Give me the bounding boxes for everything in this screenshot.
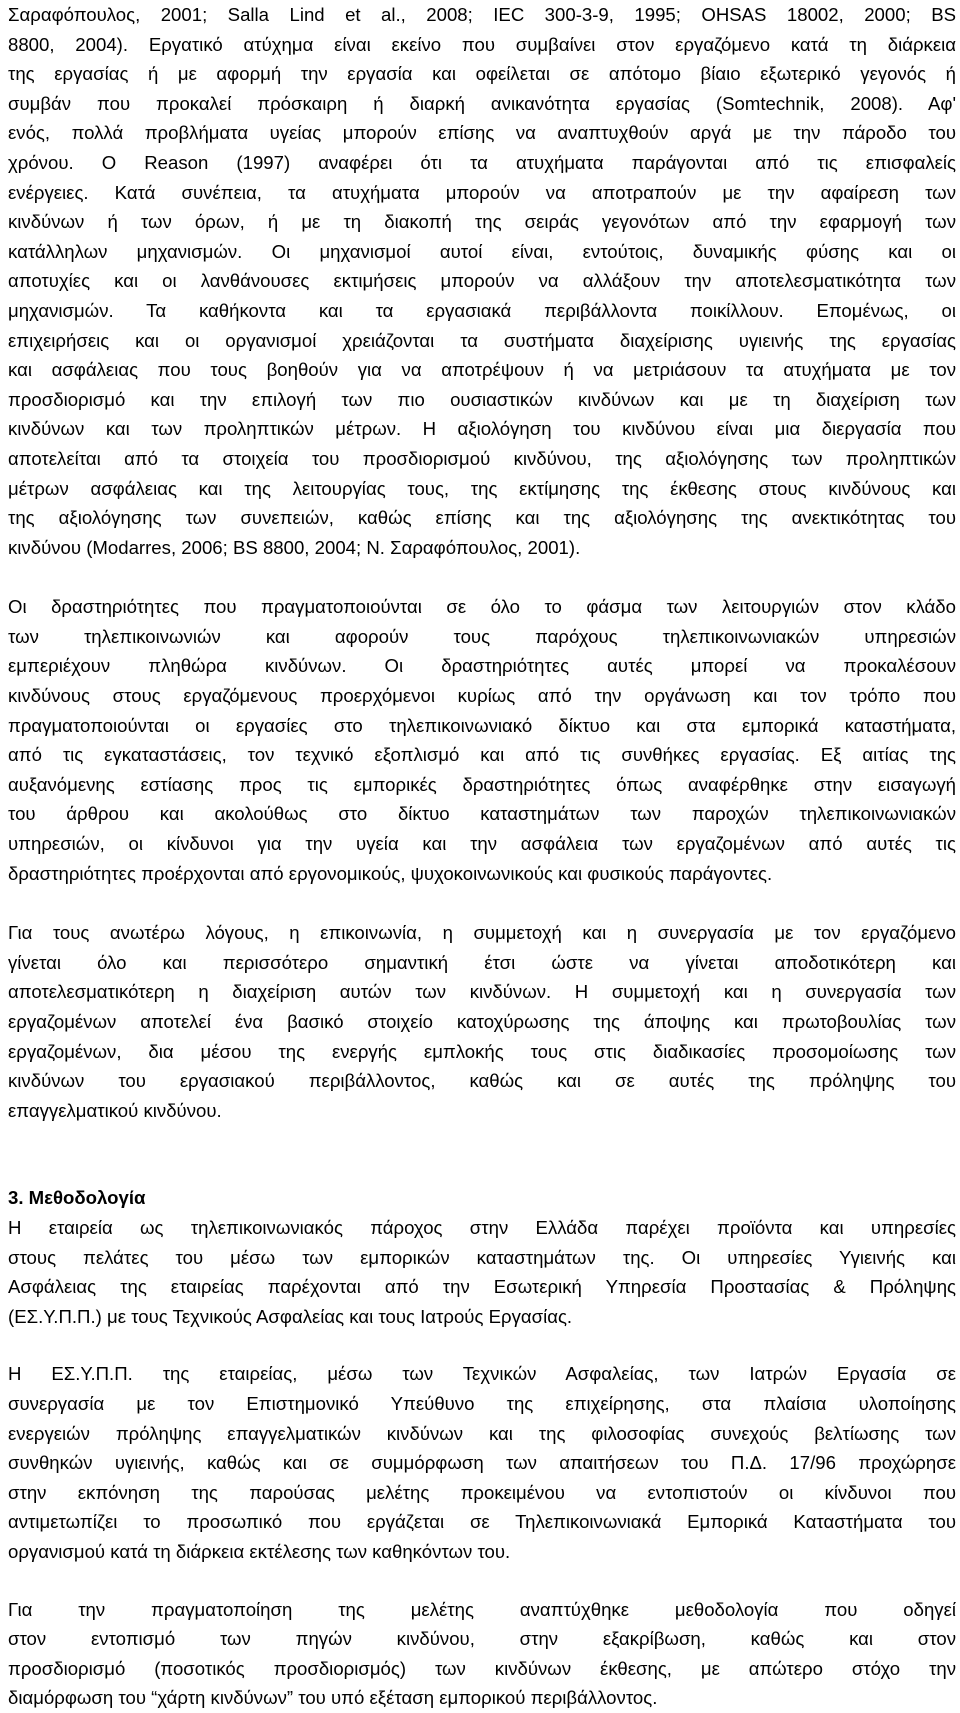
paragraph-worker-participation xyxy=(8,918,956,1125)
paragraph-study-purpose xyxy=(8,1359,956,1566)
text-line: αποτελεσματικότερη η διαχείριση αυτών των κινδύνων. Η συμμετοχή και η συνεργασία των xyxy=(8,981,956,1003)
text-line: στην εκπόνηση της παρούσας μελέτης προκειμένου να εντοπιστούν οι κίνδυνοι που xyxy=(8,1481,956,1503)
text-line: χρόνου. Ο Reason (1997) αναφέρει ότι τα ατυχήματα παράγονται από τις επισφαλείς xyxy=(8,151,956,173)
text-line: ενέργειες. Κατά συνέπεια, τα ατυχήματα μπορούν να αποτραπούν με την αφαίρεση των xyxy=(8,181,956,203)
paragraph-spacer xyxy=(8,562,956,592)
text-line: στον εντοπισμό των πηγών κινδύνου, στην εξακρίβωση, καθώς και στον xyxy=(8,1628,956,1650)
text-line: μηχανισμών. Τα καθήκοντα και τα εργασιακά περιβάλλοντα ποικίλλουν. Επομένως, οι xyxy=(8,299,956,321)
text-line: Η ΕΣ.Υ.Π.Π. της εταιρείας, μέσω των Τεχνικών Ασφαλείας, των Ιατρών Εργασία σε xyxy=(8,1363,956,1385)
paragraph-telecom-activities xyxy=(8,592,956,888)
text-line: αποτυχίες και οι λανθάνουσες εκτιμήσεις μπορούν να αλλάξουν την αποτελεσματικότητα των xyxy=(8,270,956,292)
text-line: κινδύνων και των προληπτικών μέτρων. Η αξιολόγηση του κινδύνου είναι μια διεργασία που xyxy=(8,418,956,440)
paragraph-company-services xyxy=(8,1213,956,1331)
text-line: Σαραφόπουλος, 2001; Salla Lind et al., 2008; IEC 300-3-9, 1995; OHSAS 18002, 2000; BS xyxy=(8,4,956,25)
text-line: Για τους ανωτέρω λόγους, η επικοινωνία, η συμμετοχή και η συνεργασία με τον εργαζόμενο xyxy=(8,922,956,944)
text-line: εργαζομένων αποτελεί ένα βασικό στοιχείο κατοχύρωσης της άποψης και πρωτοβουλίας των xyxy=(8,1011,956,1032)
paragraph-spacer xyxy=(8,1331,956,1359)
text-line: της εργασίας ή με αφορμή την εργασία και οφείλεται σε απότομο βίαιο εξωτερικό γεγονός ή xyxy=(8,63,956,85)
text-line: εργαζομένων, δια μέσου της ενεργής εμπλοκής τους στις διαδικασίες προσομοίωσης των xyxy=(8,1040,956,1062)
text-line: (ΕΣ.Υ.Π.Π.) με τους Τεχνικούς Ασφαλείας και τους Ιατρούς Εργασίας. xyxy=(8,1305,573,1327)
text-line: από τις εγκαταστάσεις, τον τεχνικό εξοπλισμό και από τις συνθήκες εργασίας. Εξ αιτίας της xyxy=(8,744,956,766)
text-line: Η εταιρεία ως τηλεπικοινωνιακός πάροχος στην Ελλάδα παρέχει προϊόντα και υπηρεσίες xyxy=(8,1216,956,1238)
text-line: μέτρων ασφάλειας και της λειτουργίας τους, της εκτίμησης της έκθεσης στους κινδύνους και xyxy=(8,477,956,499)
text-line: διαμόρφωση του “χάρτη κινδύνων” του υπό εξέταση εμπορικού περιβάλλοντος. xyxy=(8,1687,658,1709)
text-line: συμβάν που προκαλεί πρόσκαιρη ή διαρκή ανικανότητα εργασίας (Somtechnik, 2008). Αφ' xyxy=(8,92,956,114)
text-line: του άρθρου και ακολούθως στο δίκτυο καταστημάτων των παροχών τηλεπικοινωνιακών xyxy=(8,803,956,825)
text-line: επιχειρήσεις και οι οργανισμοί χρειάζονται τα συστήματα διαχείρισης υγιεινής της εργασίας xyxy=(8,329,956,351)
text-line: προσδιορισμό (ποσοτικός προσδιορισμός) των κινδύνων έκθεσης, με απώτερο στόχο την xyxy=(8,1657,956,1679)
text-line: της αξιολόγησης των συνεπειών, καθώς επίσης και της αξιολόγησης της ανεκτικότητας του xyxy=(8,507,956,529)
text-line: των τηλεπικοινωνιών και αφορούν τους παρόχους τηλεπικοινωνιακών υπηρεσιών xyxy=(8,625,956,647)
paragraph-accidents-intro xyxy=(8,0,956,562)
paragraph-methodology xyxy=(8,1595,956,1713)
text-line: ενεργειών πρόληψης επαγγελματικών κινδύνων και της φιλοσοφίας συνεχούς βελτίωσης των xyxy=(8,1422,956,1444)
paragraph-spacer xyxy=(8,888,956,918)
text-line: υπηρεσιών, οι κίνδυνοι για την υγεία και την ασφάλεια των εργαζομένων από αυτές τις xyxy=(8,833,956,855)
text-line: ενός, πολλά προβλήματα υγείας μπορούν επίσης να αναπτυχθούν αργά με την πάροδο του xyxy=(8,122,956,144)
text-line: κατάλληλων μηχανισμών. Οι μηχανισμοί αυτοί είναι, εντούτοις, δυναμικής φύσης και οι xyxy=(8,240,956,262)
text-line: επαγγελματικού κινδύνου. xyxy=(8,1099,222,1121)
text-line: Οι δραστηριότητες που πραγματοποιούνται σε όλο το φάσμα των λειτουργιών στον κλάδο xyxy=(8,596,956,618)
text-line: κινδύνου (Modarres, 2006; BS 8800, 2004; Ν. Σαραφόπουλος, 2001). xyxy=(8,536,581,558)
text-line: κινδύνων του εργασιακού περιβάλλοντος, καθώς και σε αυτές της πρόληψης του xyxy=(8,1070,956,1092)
text-line: Για την πραγματοποίηση της μελέτης αναπτύχθηκε μεθοδολογία που οδηγεί xyxy=(8,1598,956,1620)
text-line: αυξανόμενης εστίασης προς τις εμπορικές δραστηριότητες όπως αναφέρθηκε στην εισαγωγή xyxy=(8,773,956,795)
text-line: κινδύνους στους εργαζόμενους προερχόμενοι κυρίως από την οργάνωση και τον τρόπο που xyxy=(8,685,956,707)
text-line: δραστηριότητες προέρχονται από εργονομικούς, ψυχοκοινωνικούς και φυσικούς παράγοντες. xyxy=(8,862,773,884)
text-line: συνθηκών υγιεινής, καθώς και σε συμμόρφωση των απαιτήσεων του Π.Δ. 17/96 προχώρησε xyxy=(8,1452,956,1474)
document-page xyxy=(8,0,956,1713)
section-spacer xyxy=(8,1125,956,1183)
text-line: οργανισμού κατά τη διάρκεια εκτέλεσης των καθηκόντων του. xyxy=(8,1540,511,1562)
text-line: αντιμετωπίζει το προσωπικό που εργάζεται σε Τηλεπικοινωνιακά Εμπορικά Καταστήματα του xyxy=(8,1511,956,1533)
text-line: στους πελάτες του μέσω των εμπορικών καταστημάτων της. Οι υπηρεσίες Υγιεινής και xyxy=(8,1246,956,1268)
text-line: εμπεριέχουν πληθώρα κινδύνων. Οι δραστηριότητες αυτές μπορεί να προκαλέσουν xyxy=(8,655,956,677)
text-line: αποτελείται από τα στοιχεία του προσδιορισμού κινδύνου, της αξιολόγησης των προληπτικών xyxy=(8,447,956,469)
paragraph-spacer xyxy=(8,1567,956,1595)
text-line: Ασφάλειας της εταιρείας παρέχονται από την Εσωτερική Υπηρεσία Προστασίας & Πρόληψης xyxy=(8,1276,956,1298)
text-line: πραγματοποιούνται οι εργασίες στο τηλεπικοινωνιακό δίκτυο και στα εμπορικά καταστήματα, xyxy=(8,714,956,736)
text-line: κινδύνων ή των όρων, ή με τη διακοπή της σειράς γεγονότων από την εφαρμογή των xyxy=(8,211,956,233)
section-heading: 3. Μεθοδολογία xyxy=(8,1187,146,1209)
text-line: 8800, 2004). Εργατικό ατύχημα είναι εκείνο που συμβαίνει στον εργαζόμενο κατά τη διάρκεια xyxy=(8,33,956,55)
text-line: γίνεται όλο και περισσότερο σημαντική έτσι ώστε να γίνεται αποδοτικότερη και xyxy=(8,951,956,973)
text-line: συνεργασία με τον Επιστημονικό Υπεύθυνο της επιχείρησης, στα πλαίσια υλοποίησης xyxy=(8,1392,956,1414)
text-line: προσδιορισμό και την επιλογή των πιο ουσιαστικών κινδύνων και με τη διαχείριση των xyxy=(8,388,956,410)
text-line: και ασφάλειας που τους βοηθούν για να αποτρέψουν ή να μετριάσουν τα ατυχήματα με τον xyxy=(8,359,956,381)
